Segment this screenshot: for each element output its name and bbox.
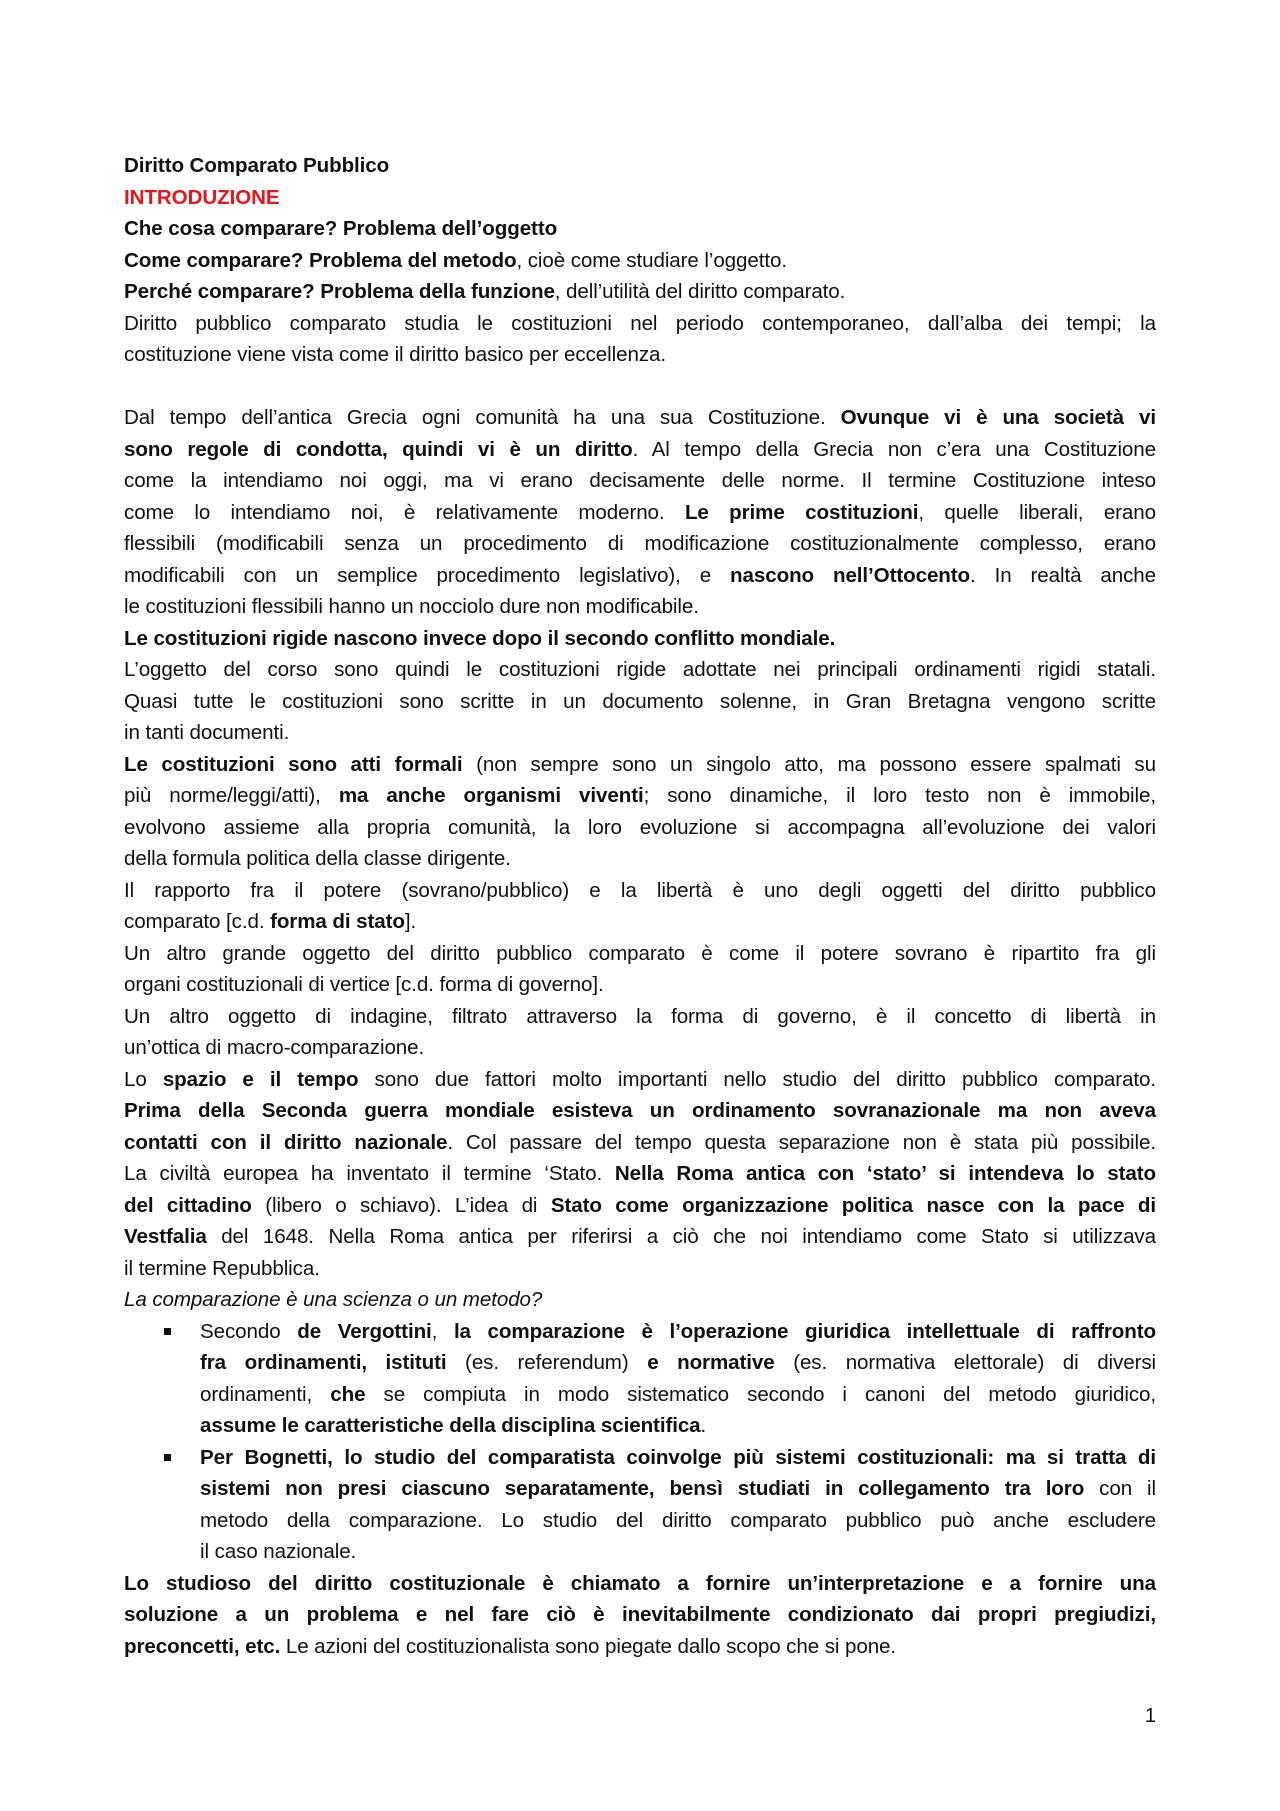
- text-run: . In realtà anche: [970, 563, 1156, 587]
- text-line: [124, 1568, 1156, 1600]
- text-run: Ovunque vi è una società vi: [840, 406, 1156, 429]
- text-line: [124, 906, 1156, 938]
- text-run: della formula politica della classe dirigente.: [124, 847, 511, 870]
- bullet-item-line: [124, 1316, 1156, 1348]
- section-heading: INTRODUZIONE: [124, 185, 280, 209]
- text-run: soluzione a un problema e nel fare ciò è inevitabilmente condizionato dai propri pregiudizi,: [124, 1603, 1156, 1626]
- text-line: [124, 1410, 1156, 1442]
- text-run: preconcetti, etc.: [124, 1634, 281, 1658]
- text-line: [124, 686, 1156, 718]
- text-run: se compiuta in modo sistematico secondo i canoni del metodo giuridico,: [365, 1382, 1157, 1406]
- bullet-square-icon: [164, 1328, 171, 1335]
- text-run: Un altro oggetto di indagine, filtrato attraverso la forma di governo, è il concetto di libertà in: [124, 1004, 1156, 1028]
- text-run: .: [700, 1414, 707, 1437]
- text-line: [124, 1064, 1156, 1096]
- text-line: [124, 1001, 1156, 1033]
- text-run: sistemi non presi ciascuno separatamente, bensì studiati in collegamento tra loro: [200, 1477, 1085, 1500]
- text-run: Per Bognetti, lo studio del comparatista coinvolge più sistemi costituzionali: ma si tratta di: [200, 1445, 1156, 1469]
- bullet-item-line: [124, 1442, 1156, 1474]
- text-line: [124, 623, 1156, 655]
- text-run: Un altro grande oggetto del diritto pubblico comparato è come il potere sovrano è ripartito fra gli: [124, 941, 1156, 965]
- text-line: [124, 1347, 1156, 1379]
- text-line: [124, 591, 1156, 623]
- text-run: Perché comparare? Problema della funzione: [124, 280, 555, 303]
- text-run: Diritto pubblico comparato studia le costituzioni nel periodo contemporaneo, dall’alba dei tempi; la: [124, 311, 1156, 335]
- text-run: con il: [1084, 1477, 1156, 1500]
- text-line: [124, 780, 1156, 812]
- text-run: modificabili con un semplice procedimento legislativo), e: [124, 563, 731, 587]
- text-run: , dell’utilità del diritto comparato.: [554, 280, 846, 303]
- text-run: organi costituzionali di vertice [c.d. forma di governo].: [124, 973, 604, 996]
- text-run: forma di stato: [270, 910, 405, 933]
- text-run: assume le caratteristiche della disciplina scientifica: [200, 1414, 701, 1437]
- text-line: [124, 1536, 1156, 1568]
- text-run: ,: [431, 1319, 454, 1343]
- text-run: , quelle liberali, erano: [918, 500, 1156, 524]
- text-run: la comparazione è l’operazione giuridica intellettuale di raffronto: [453, 1319, 1156, 1343]
- document-title: Diritto Comparato Pubblico: [124, 154, 390, 177]
- text-run: come lo intendiamo noi, è relativamente moderno.: [124, 500, 685, 524]
- text-line: [124, 1127, 1156, 1159]
- text-run: (non sempre sono un singolo atto, ma possono essere spalmati su: [462, 752, 1156, 776]
- text-run: Lo studioso del diritto costituzionale è chiamato a fornire un’interpretazione e a fornire una: [124, 1571, 1156, 1595]
- text-line: [124, 749, 1156, 781]
- text-run: Vestfalia: [124, 1225, 207, 1248]
- text-run: che: [330, 1382, 366, 1406]
- text-run: Nella Roma antica con ‘stato’ si intendeva lo stato: [614, 1162, 1156, 1185]
- text-run: comparato [c.d.: [124, 910, 271, 933]
- text-line: [124, 528, 1156, 560]
- text-run: spazio e il tempo: [162, 1067, 359, 1091]
- text-run: . Al tempo della Grecia non c’era una Costituzione: [632, 437, 1156, 461]
- paragraph-gap: [124, 371, 1156, 403]
- text-run: (es. referendum): [446, 1351, 648, 1374]
- text-run: nascono nell’Ottocento: [730, 563, 971, 587]
- text-run: (es. normativa elettorale) di diversi: [774, 1351, 1157, 1374]
- text-line: [124, 245, 1156, 277]
- text-line: [124, 339, 1156, 371]
- text-run: fra ordinamenti, istituti: [200, 1351, 447, 1374]
- text-run: Che cosa comparare? Problema dell’oggetto: [124, 217, 558, 240]
- text-line: [124, 276, 1156, 308]
- text-run: costituzione viene vista come il diritto basico per eccellenza.: [124, 343, 666, 366]
- text-line: [124, 1473, 1156, 1505]
- text-run: ; sono dinamiche, il loro testo non è immobile,: [643, 784, 1156, 807]
- body-text: [124, 213, 1156, 1662]
- text-run: sono regole di condotta, quindi vi è un diritto: [124, 437, 633, 461]
- text-run: il termine Repubblica.: [124, 1256, 320, 1280]
- text-line: [124, 1095, 1156, 1127]
- text-run: sono due fattori molto importanti nello studio del diritto pubblico comparato.: [358, 1067, 1156, 1091]
- text-run: Quasi tutte le costituzioni sono scritte in un documento solenne, in Gran Bretagna vengono scritte: [124, 689, 1156, 713]
- text-line: [124, 402, 1156, 434]
- text-run: de Vergottini: [297, 1319, 432, 1343]
- text-run: Le costituzioni sono atti formali: [124, 752, 463, 776]
- text-line: [124, 1221, 1156, 1253]
- text-line: [124, 1190, 1156, 1222]
- text-line: [124, 1158, 1156, 1190]
- text-line: [124, 969, 1156, 1001]
- text-run: un’ottica di macro-comparazione.: [124, 1036, 425, 1059]
- text-run: ma anche organismi viventi: [338, 784, 644, 807]
- text-run: La comparazione è una scienza o un metodo?: [124, 1288, 543, 1311]
- text-line: [124, 1505, 1156, 1537]
- text-run: La civiltà europea ha inventato il termine ‘Stato.: [124, 1162, 615, 1185]
- text-line: [124, 1253, 1156, 1285]
- text-run: le costituzioni flessibili hanno un nocciolo dure non modificabile.: [124, 595, 699, 618]
- bullet-square-icon: [164, 1454, 171, 1461]
- text-run: L’oggetto del corso sono quindi le costituzioni rigide adottate nei principali ordinamenti rigidi statali.: [124, 658, 1156, 681]
- text-line: [124, 465, 1156, 497]
- text-line: [124, 434, 1156, 466]
- text-run: più norme/leggi/atti),: [124, 784, 339, 807]
- text-line: [124, 1032, 1156, 1064]
- text-line: [124, 1599, 1156, 1631]
- text-line: [124, 812, 1156, 844]
- text-line: [124, 717, 1156, 749]
- text-run: contatti con il diritto nazionale: [124, 1130, 448, 1154]
- text-line: [124, 497, 1156, 529]
- text-line: [124, 1284, 1156, 1316]
- text-line: [124, 560, 1156, 592]
- text-run: e normative: [647, 1351, 775, 1374]
- text-run: ordinamenti,: [200, 1382, 331, 1406]
- text-run: in tanti documenti.: [124, 721, 290, 744]
- text-run: . Col passare del tempo questa separazione non è stata più possibile.: [447, 1130, 1156, 1154]
- text-run: ].: [404, 910, 417, 933]
- page-number: 1: [1144, 1705, 1156, 1727]
- text-line: [124, 1631, 1156, 1663]
- text-run: evolvono assieme alla propria comunità, la loro evoluzione si accompagna all’evoluzione dei valori: [124, 815, 1156, 839]
- text-run: Dal tempo dell’antica Grecia ogni comunità ha una sua Costituzione.: [124, 406, 841, 429]
- text-run: metodo della comparazione. Lo studio del diritto comparato pubblico può anche escludere: [200, 1508, 1156, 1532]
- text-run: Lo: [124, 1067, 163, 1091]
- text-line: [124, 938, 1156, 970]
- text-run: come la intendiamo noi oggi, ma vi erano decisamente delle norme. Il termine Costituzione inteso: [124, 469, 1156, 492]
- text-run: del 1648. Nella Roma antica per riferirsi a ciò che noi intendiamo come Stato si utilizzava: [206, 1225, 1156, 1248]
- text-run: , cioè come studiare l’oggetto.: [516, 248, 787, 272]
- text-line: [124, 875, 1156, 907]
- text-run: flessibili (modificabili senza un procedimento di modificazione costituzionalmente complesso, erano: [124, 532, 1156, 555]
- text-run: del cittadino: [124, 1193, 252, 1217]
- text-line: [124, 213, 1156, 245]
- text-run: Secondo: [200, 1319, 298, 1343]
- text-line: [124, 308, 1156, 340]
- text-run: Stato come organizzazione politica nasce con la pace di: [550, 1193, 1157, 1217]
- text-run: Come comparare? Problema del metodo: [124, 248, 517, 272]
- text-run: Le azioni del costituzionalista sono piegate dallo scopo che si pone.: [280, 1634, 897, 1658]
- text-run: Le prime costituzioni: [684, 500, 919, 524]
- text-run: Prima della Seconda guerra mondiale esisteva un ordinamento sovranazionale ma non aveva: [124, 1099, 1156, 1122]
- text-run: Le costituzioni rigide nascono invece dopo il secondo conflitto mondiale.: [124, 626, 836, 650]
- text-run: Il rapporto fra il potere (sovrano/pubblico) e la libertà è uno degli oggetti del diritto pubblico: [124, 878, 1156, 902]
- text-line: [124, 843, 1156, 875]
- text-run: il caso nazionale.: [200, 1540, 357, 1563]
- text-line: [124, 1379, 1156, 1411]
- text-line: [124, 654, 1156, 686]
- text-run: (libero o schiavo). L’idea di: [251, 1193, 551, 1217]
